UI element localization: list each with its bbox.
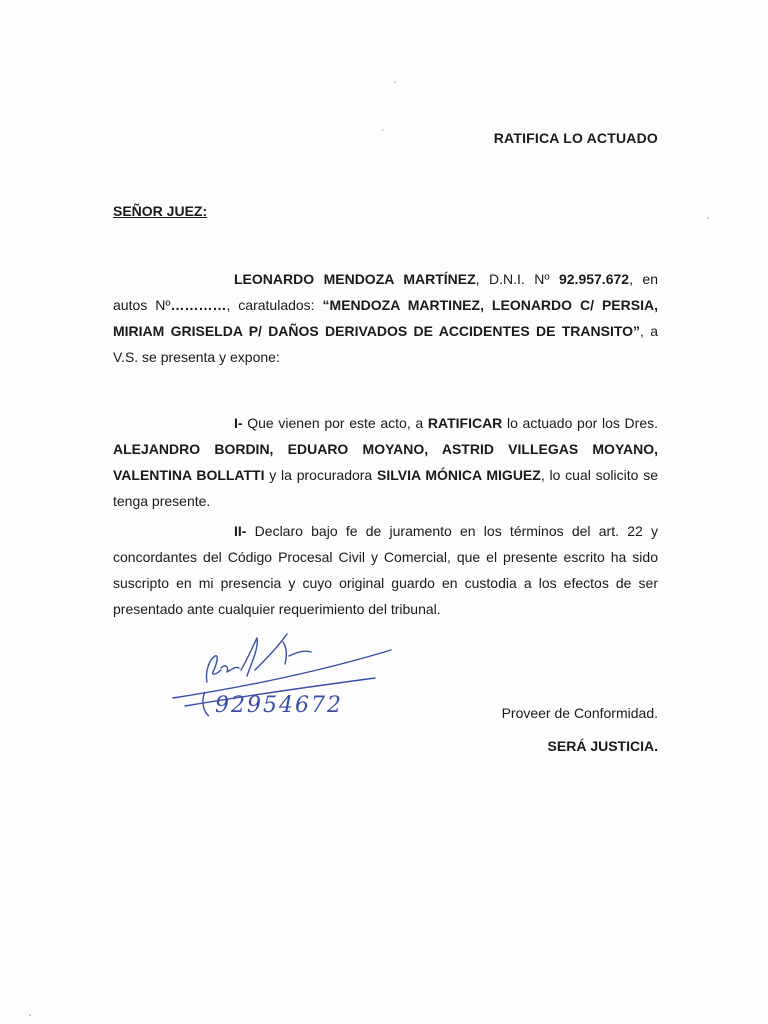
declaration-text: Declaro bajo fe de juramento en los términos del art. 22 y concordantes del Código Procesal Civil y Comercial, que el presente escrito ha sido suscripto en mi presencia y cuyo original guardo en custodia a los efectos de ser presentado ante cualquier requerimiento del tribunal. (113, 523, 658, 617)
document-title: RATIFICA LO ACTUADO (493, 130, 658, 146)
signature-number: 92954672 (215, 693, 343, 718)
paragraph-presentation (113, 266, 658, 370)
ratify-verb: RATIFICAR (427, 415, 503, 431)
dni-label: , D.N.I. Nº (475, 271, 559, 287)
closing-request: Proveer de Conformidad. (501, 705, 658, 721)
presentation-tail: , a V.S. se presenta y expone: (113, 323, 658, 365)
autos-dots: ………… (170, 297, 227, 313)
autos-label: , en autos Nº (113, 271, 659, 313)
dni-number: 92.957.672 (558, 271, 630, 287)
ratification-tail: , lo cual solicito se tenga presente. (113, 467, 658, 509)
procurator-name: SILVIA MÓNICA MIGUEZ (377, 467, 541, 483)
ratification-text: Que vienen por este acto, a (242, 415, 428, 431)
roman-numeral-2: II- (234, 523, 247, 539)
procurator-intro: y la procuradora (264, 467, 378, 483)
paragraph-declaration (113, 518, 658, 622)
paragraph-ratification (113, 410, 658, 514)
lawyers-intro: lo actuado por los Dres. (502, 415, 658, 431)
caratulados-label: , caratulados: (226, 297, 323, 313)
party-name: LEONARDO MENDOZA MARTÍNEZ (234, 271, 476, 287)
case-title: “MENDOZA MARTINEZ, LEONARDO C/ PERSIA, MIRIAM GRISELDA P/ DAÑOS DERIVADOS DE ACCIDENTES DE TRANSITO” (113, 297, 658, 339)
handwritten-signature (165, 620, 405, 730)
roman-numeral-1: I- (234, 415, 243, 431)
lawyers-names: ALEJANDRO BORDIN, EDUARO MOYANO, ASTRID VILLEGAS MOYANO, VALENTINA BOLLATTI (113, 441, 658, 483)
addressee: SEÑOR JUEZ: (113, 203, 208, 219)
closing-justice: SERÁ JUSTICIA. (547, 738, 658, 754)
